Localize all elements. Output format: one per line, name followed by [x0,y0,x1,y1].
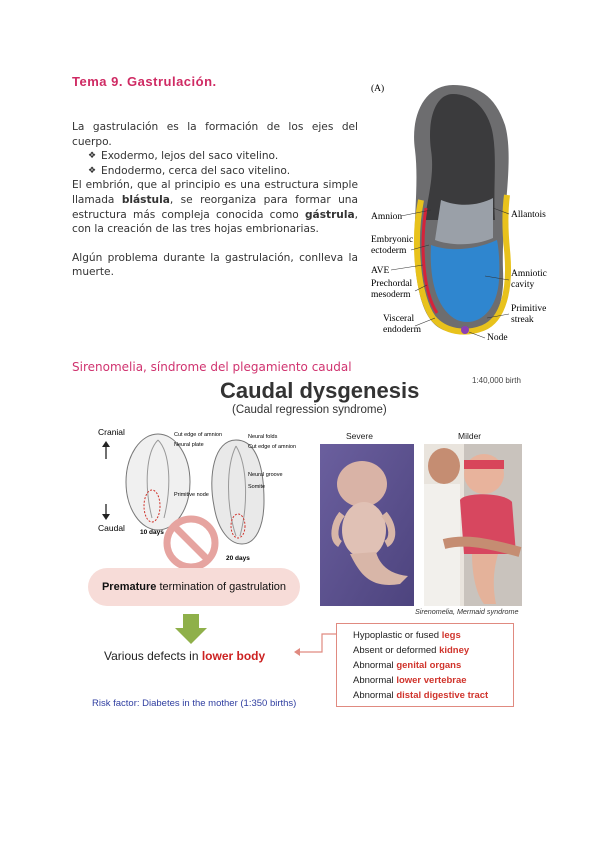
small-label-groove: Neural groove [248,472,283,478]
cranial-arrowhead [102,441,110,447]
small-label-neural-folds: Neural folds [248,434,278,440]
defect-item [353,688,513,703]
intro-paragraph: La gastrulación es la formación de los ejes del cuerpo. [72,121,358,148]
node-marker [461,326,469,334]
photo-caption: Sirenomelia, Mermaid syndrome [415,607,519,616]
premature-termination-box [88,568,300,606]
embryo-dark-tissue [425,94,495,220]
page-title: Tema 9. Gastrulación. [72,74,217,89]
label-allantois: Allantois [511,210,546,220]
bullet-list [72,149,358,178]
various-text: Various defects in [104,649,202,663]
death-paragraph: Algún problema durante la gastrulación, conlleva la muerte. [72,251,358,279]
severe-label: Severe [346,431,373,441]
birth-rate: 1:40,000 birth [472,376,521,385]
caudal-label: Caudal [98,523,125,533]
defect-text: Abnormal [353,660,397,671]
para-text: , con la creación de las tres hojas embrionarias. [72,208,358,236]
caudal-arrowhead [102,514,110,520]
days-20-label: 20 days [226,555,250,562]
defect-highlight: legs [441,630,461,641]
gastrula-term: gástrula [304,208,355,221]
para-text: , se reorganiza para formar una estructura más compleja conocida como [72,193,358,221]
para-text: El embrión, que al principio es una estructura simple llamada [72,179,358,206]
down-arrow-icon [174,612,208,646]
panel-label: (A) [371,84,385,94]
small-label-node: Primitive node [174,492,209,498]
days-10-label: 10 days [140,529,164,536]
defect-text: Hypoplastic or fused [353,630,442,641]
defect-highlight: distal digestive tract [396,690,489,701]
blastula-term: blástula [121,193,170,206]
body-text [72,120,358,280]
label-amnion: Amnion [371,212,403,222]
section-subtitle: Sirenomelia, síndrome del plegamiento caudal [72,360,352,374]
label-endoderm: endoderm [383,325,421,335]
slide-title: Caudal dysgenesis [220,378,420,403]
defect-highlight: genital organs [396,660,462,671]
defect-item [353,643,513,658]
severe-case-photo [320,444,414,606]
small-label-cut-edge: Cut edge of amnion [248,444,297,450]
label-prechordal: Prechordal [371,279,413,289]
milder-label: Milder [458,431,482,441]
defect-text: Absent or deformed [353,645,440,656]
label-primitive: Primitive [511,304,547,314]
defect-highlight: lower vertebrae [396,675,467,686]
label-cavity: cavity [511,280,535,290]
small-label-neural-plate: Neural plate [174,442,204,448]
defect-text: Abnormal [353,675,397,686]
defect-highlight: kidney [439,645,470,656]
cranial-label: Cranial [98,427,125,437]
small-label-amnion: Cut edge of amnion [174,432,223,438]
amnion-cavity [435,198,493,244]
blastula-paragraph [72,178,358,236]
lower-body-text: lower body [201,649,266,663]
label-streak: streak [511,315,534,325]
termination-text: termination of gastrulation [156,581,287,593]
defects-list [336,623,514,707]
label-mesoderm: mesoderm [371,290,411,300]
bracket-arrow-icon [292,630,338,674]
label-ectoderm: ectoderm [371,246,407,256]
label-visceral: Visceral [383,314,415,324]
defect-text: Abnormal [353,690,397,701]
defect-item [353,628,513,643]
bullet-endodermo: ❖ Endodermo, cerca del saco vitelino. [88,164,358,179]
label-amniotic: Amniotic [511,269,547,279]
label-ave: AVE [371,266,390,276]
milder-case-photo [424,444,522,606]
premature-word: Premature [101,581,157,593]
small-label-somite: Somite [248,484,266,490]
label-node: Node [487,333,508,343]
bullet-exodermo: ❖ Exodermo, lejos del saco vitelino. [88,149,358,164]
label-embryonic: Embryonic [371,235,414,245]
defect-item [353,658,513,673]
slide-subtitle: (Caudal regression syndrome) [232,404,387,416]
prohibited-icon [162,514,220,572]
embryo-figure [365,80,547,345]
risk-factor: Risk factor: Diabetes in the mother (1:350 births) [92,698,297,709]
defect-item [353,673,513,688]
various-defects [104,649,265,663]
